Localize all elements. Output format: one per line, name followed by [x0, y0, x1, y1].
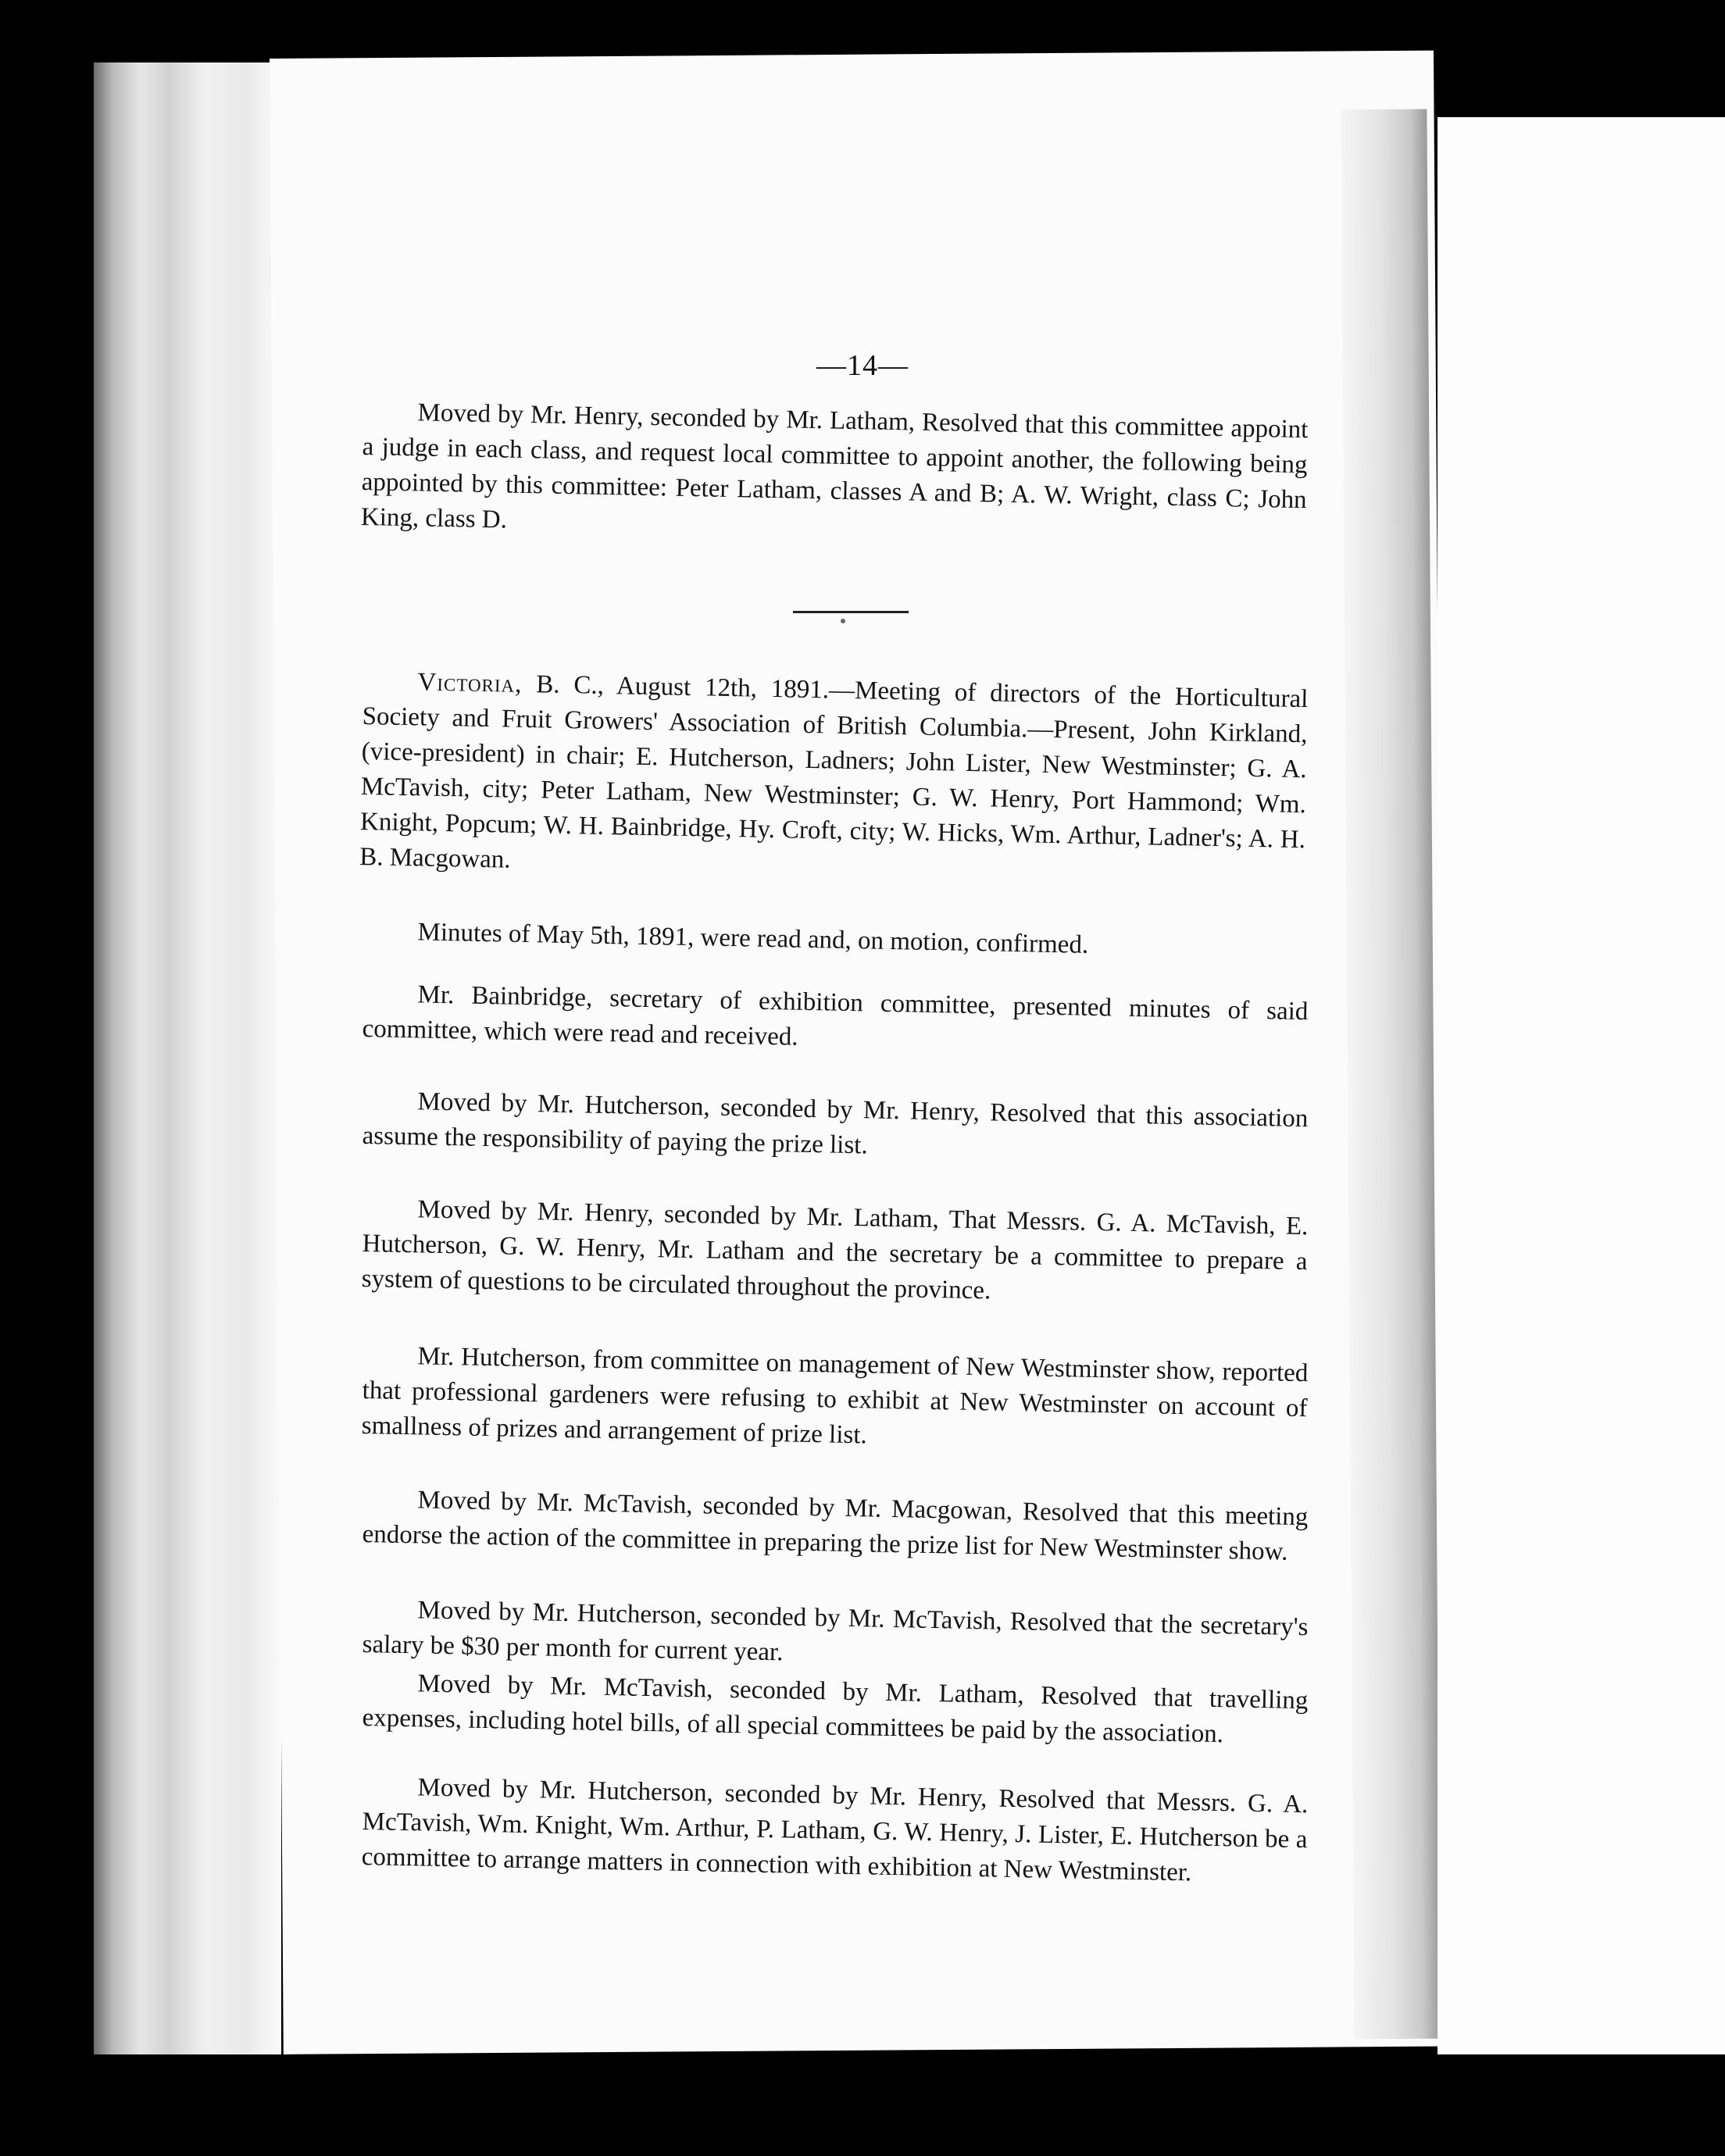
book-gutter [1341, 109, 1440, 2040]
meeting-intro [359, 664, 1309, 893]
paragraph: Moved by Mr. Hutcherson, seconded by Mr. Henry, Resolved that this association assume the responsibility of paying the prize list. [362, 1087, 1309, 1160]
paragraph: Moved by Mr. Hutcherson, seconded by Mr. Henry, Resolved that Messrs. G. A. McTavish, Wm. Knight, Wm. Arthur, P. Latham, G. W. Henry, J. Lister, E. Hutcherson be a committee to arrange matters in connection with exhibition at New Westminster. [361, 1773, 1309, 1887]
paragraph: Moved by Mr. Henry, seconded by Mr. Latham, That Messrs. G. A. McTavish, E. Hutcherson, G. W. Henry, Mr. Latham and the secretary be a committee to prepare a system of questions to be circulated throughout the province. [361, 1195, 1309, 1305]
paragraph: Minutes of May 5th, 1891, were read and, on motion, confirmed. [417, 918, 1089, 959]
meeting-details: B. C., August 12th, 1891.—Meeting of directors of the Horticultural Society and Fruit Growers' Association of British Columbia.—Present, John Kirkland, (vice-president) in chair; E. Hutcherson, Ladners; John Lister, New Westminster; G. A. McTavish, city; Peter Latham, New Westminster; G. W. Henry, Port Hammond; Wm. Knight, Popcum; W. H. Bainbridge, Hy. Croft, city; W. Hicks, Wm. Arthur, Ladner's; A. H. B. Macgowan. [359, 669, 1309, 874]
resolution-judges [361, 394, 1309, 553]
meeting-place: Victoria, [417, 668, 523, 698]
paragraph: Moved by Mr. Henry, seconded by Mr. Latham, Resolved that this committee appoint a judge in each class, and request local committee to appoint another, the following being appointed by this committee: Peter Latham, classes A and B; A. W. Wright, class C; John King, class D. [360, 398, 1309, 534]
paragraph: Moved by Mr. McTavish, seconded by Mr. Macgowan, Resolved that this meeting endorse the action of the committee in preparing the prize list for New Westminster show. [362, 1486, 1309, 1566]
report-paragraph [361, 1338, 1308, 1462]
divider-dot [841, 619, 845, 623]
page-number: —14— [816, 349, 909, 382]
right-page [1438, 117, 1725, 2054]
paragraph: Moved by Mr. McTavish, seconded by Mr. Latham, Resolved that travelling expenses, including hotel bills, of all special committees be paid by the association. [362, 1669, 1309, 1749]
paragraph: Mr. Bainbridge, secretary of exhibition committee, presented minutes of said committee, which were read and received. [362, 980, 1309, 1051]
section-divider [793, 611, 909, 613]
paragraph: Moved by Mr. Hutcherson, seconded by Mr. McTavish, Resolved that the secretary's salary be $30 per month for current year. [362, 1596, 1309, 1667]
committee-paragraph [361, 1769, 1308, 1893]
questions-paragraph [361, 1191, 1308, 1315]
paragraph: Mr. Hutcherson, from committee on management of New Westminster show, reported that professional gardeners were refusing to exhibit at New Westminster on account of smallness of prizes and arrangement of prize list. [361, 1342, 1309, 1450]
meeting-record [359, 664, 1309, 893]
page-stack-edge [94, 62, 281, 2054]
